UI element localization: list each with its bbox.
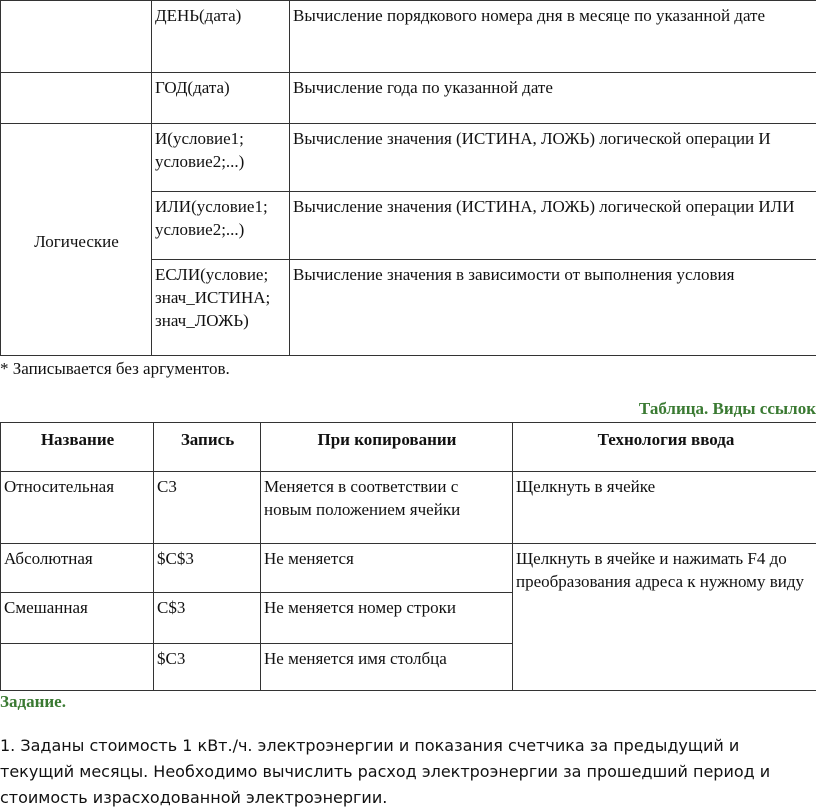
function-name: И(условие1; условие2;...) <box>152 124 290 192</box>
reference-types-table <box>0 422 816 691</box>
functions-table <box>0 0 816 356</box>
table-row <box>1 1 816 73</box>
function-description: Вычисление значения (ИСТИНА, ЛОЖЬ) логической операции ИЛИ <box>290 192 816 260</box>
table-row <box>1 73 816 124</box>
ref-name: Абсолютная <box>1 544 154 593</box>
ref-notation: $C$3 <box>154 544 261 593</box>
ref-notation: C3 <box>154 472 261 544</box>
header-row <box>1 423 816 472</box>
ref-input-method: Щелкнуть в ячейке <box>513 472 816 544</box>
function-description: Вычисление значения в зависимости от выполнения условия <box>290 260 816 356</box>
function-name: ДЕНЬ(дата) <box>152 1 290 73</box>
ref-name <box>1 644 154 691</box>
column-header: Название <box>1 423 154 472</box>
ref-copy-behavior: Не меняется <box>261 544 513 593</box>
ref-copy-behavior: Не меняется номер строки <box>261 593 513 644</box>
function-description: Вычисление значения (ИСТИНА, ЛОЖЬ) логической операции И <box>290 124 816 192</box>
column-header: Технология ввода <box>513 423 816 472</box>
ref-name: Смешанная <box>1 593 154 644</box>
ref-name: Относительная <box>1 472 154 544</box>
task-title: Задание. <box>0 692 66 711</box>
function-description: Вычисление года по указанной дате <box>290 73 816 124</box>
ref-notation: C$3 <box>154 593 261 644</box>
ref-notation: $C3 <box>154 644 261 691</box>
function-name: ИЛИ(условие1; условие2;...) <box>152 192 290 260</box>
table-caption: Таблица. Виды ссылок <box>638 399 816 418</box>
ref-copy-behavior: Не меняется имя столбца <box>261 644 513 691</box>
footnote: * Записывается без аргументов. <box>0 359 230 378</box>
category-cell: Логические <box>1 124 152 356</box>
table-row <box>1 472 816 544</box>
column-header: Запись <box>154 423 261 472</box>
ref-copy-behavior: Меняется в соответствии с новым положением ячейки <box>261 472 513 544</box>
function-description: Вычисление порядкового номера дня в месяце по указанной дате <box>290 1 816 73</box>
task-text: 1. Заданы стоимость 1 кВт./ч. электроэнергии и показания счетчика за предыдущий и текущий месяцы. Необходимо вычислить расход электроэнергии за прошедший период и стоимость израсходованной электроэнергии. <box>0 736 771 807</box>
ref-input-method: Щелкнуть в ячейке и нажимать F4 до преобразования адреса к нужному виду <box>513 544 816 691</box>
table-row <box>1 544 816 593</box>
category-cell <box>1 1 152 73</box>
category-cell <box>1 73 152 124</box>
function-name: ЕСЛИ(условие; знач_ИСТИНА; знач_ЛОЖЬ) <box>152 260 290 356</box>
function-name: ГОД(дата) <box>152 73 290 124</box>
column-header: При копировании <box>261 423 513 472</box>
table-row <box>1 124 816 192</box>
